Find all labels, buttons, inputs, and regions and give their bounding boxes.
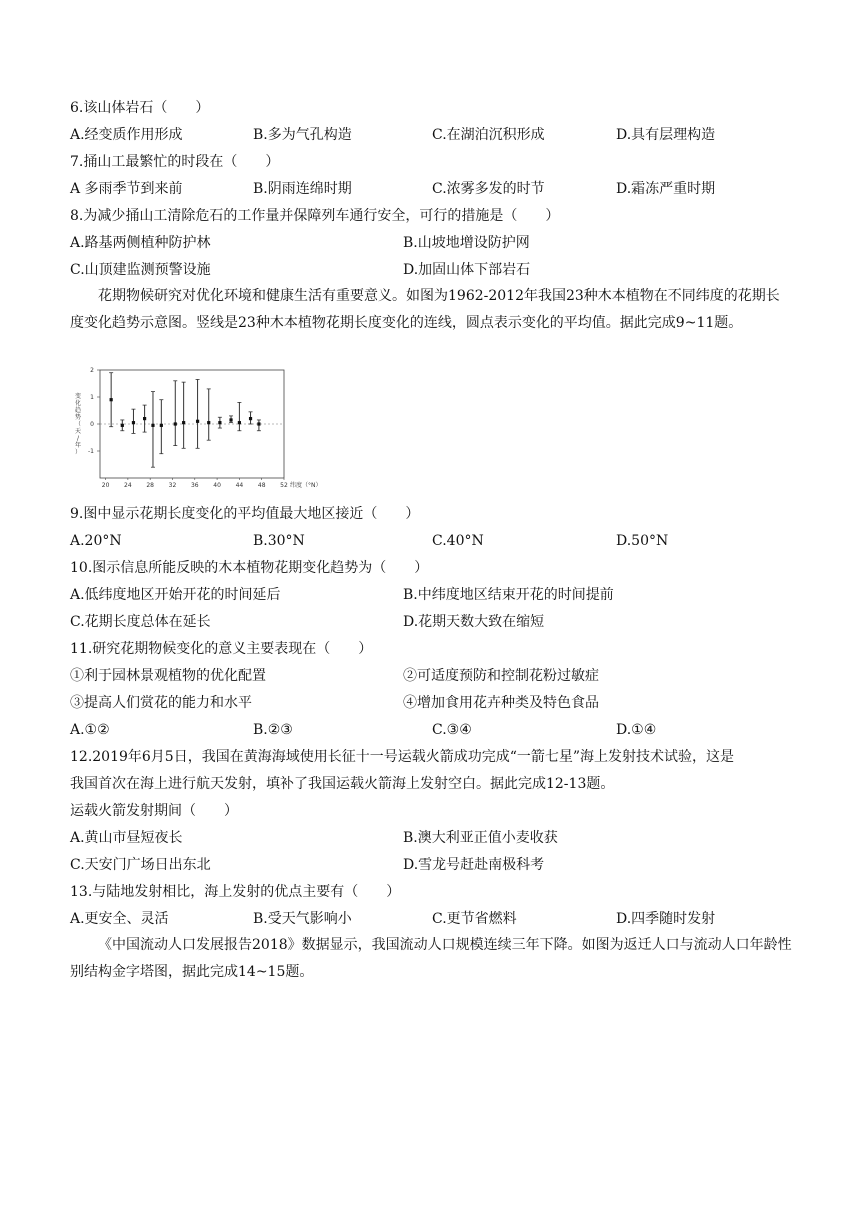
- y-tick-label: 1: [90, 394, 94, 401]
- q8-option-a: A.路基两侧植种防护林: [70, 235, 211, 251]
- q9-option-b: B.30°N: [253, 533, 305, 549]
- q13-stem: 13.与陆地发射相比，海上发射的优点主要有（ ）: [70, 884, 401, 900]
- q11-item-3: ③提高人们赏花的能力和水平: [70, 695, 252, 711]
- q11-stem: 11.研究花期物候变化的意义主要表现在（ ）: [70, 641, 373, 657]
- intro-9-11: 花期物候研究对优化环境和健康生活有重要意义。如图为1962-2012年我国23种木本植物在不同纬度的花期长度变化趋势示意图。竖线是23种木本植物花期长度变化的连线，圆点表示变化的平均值。据此完成9~11题。: [70, 288, 780, 331]
- y-axis-label-char: 天: [74, 428, 82, 435]
- x-tick-label: 44: [235, 482, 244, 489]
- q7-option-c: C.浓雾多发的时节: [432, 181, 545, 197]
- q11-option-c: C.③④: [432, 722, 472, 738]
- q13-option-d: D.四季随时发射: [616, 911, 716, 927]
- intro-14-15: 《中国流动人口发展报告2018》数据显示，我国流动人口规模连续三年下降。如图为返迁人口与流动人口年龄性别结构金字塔图，据此完成14~15题。: [70, 937, 792, 980]
- mean-point: [257, 422, 260, 425]
- q10-option-d: D.花期天数大致在缩短: [403, 614, 545, 630]
- mean-point: [229, 418, 232, 421]
- q12-stem: 运载火箭发射期间（ ）: [70, 803, 238, 819]
- q12-option-c: C.天安门广场日出东北: [70, 857, 211, 873]
- y-tick-label: -1: [88, 448, 94, 455]
- q9-option-a: A.20°N: [70, 533, 122, 549]
- x-tick-label: 48: [257, 482, 266, 489]
- y-axis-label-char: 势: [74, 414, 82, 421]
- intro-12-line1: 12.2019年6月5日，我国在黄海海域使用长征十一号运载火箭成功完成“一箭七星”海上发射技术试验，这是: [70, 749, 735, 765]
- mean-point: [151, 424, 154, 427]
- y-axis-label-char: 趋: [74, 407, 82, 414]
- q6-option-a: A.经变质作用形成: [70, 127, 183, 143]
- y-axis-label-char: 年: [74, 442, 82, 449]
- q10-stem: 10.图示信息所能反映的木本植物花期变化趋势为（ ）: [70, 560, 429, 576]
- q12-option-d: D.雪龙号赶赴南极科考: [403, 857, 545, 873]
- q9-option-c: C.40°N: [432, 533, 484, 549]
- y-tick-label: 2: [90, 367, 94, 374]
- q10-option-a: A.低纬度地区开始开花的时间延后: [70, 587, 281, 603]
- q7-stem: 7.捅山工最繁忙的时段在（ ）: [70, 154, 280, 170]
- q13-option-b: B.受天气影响小: [253, 911, 352, 927]
- y-axis-label-char: ）: [74, 449, 82, 456]
- x-tick-label: 32: [168, 482, 177, 489]
- flowering-trend-chart: [70, 364, 322, 494]
- x-tick-label: 28: [146, 482, 155, 489]
- q11-option-a: A.①②: [70, 722, 110, 738]
- q11-option-b: B.②③: [253, 722, 293, 738]
- mean-point: [207, 421, 210, 424]
- q9-stem: 9.图中显示花期长度变化的平均值最大地区接近（ ）: [70, 506, 420, 522]
- mean-point: [238, 421, 241, 424]
- q12-option-a: A.黄山市昼短夜长: [70, 830, 183, 846]
- y-tick-label: 0: [90, 421, 94, 428]
- q6-option-b: B.多为气孔构造: [253, 127, 352, 143]
- x-tick-label: 24: [124, 482, 132, 489]
- q6-option-c: C.在湖泊沉积形成: [432, 127, 545, 143]
- mean-point: [110, 398, 113, 401]
- mean-point: [121, 424, 124, 427]
- q10-option-c: C.花期长度总体在延长: [70, 614, 211, 630]
- mean-point: [218, 421, 221, 424]
- q7-option-b: B.阴雨连绵时期: [253, 181, 352, 197]
- q6-option-d: D.具有层理构造: [616, 127, 716, 143]
- mean-point: [196, 420, 199, 423]
- x-tick-label: 40: [213, 482, 221, 489]
- q8-option-d: D.加固山体下部岩石: [403, 262, 531, 278]
- q11-item-2: ②可适度预防和控制花粉过敏症: [403, 668, 599, 684]
- x-tick-label: 20: [101, 482, 110, 489]
- q11-item-4: ④增加食用花卉种类及特色食品: [403, 695, 599, 711]
- x-axis-label: 纬度（°N）: [290, 482, 322, 489]
- q8-option-c: C.山顶建监测预警设施: [70, 262, 211, 278]
- y-axis-label-char: /: [76, 435, 80, 442]
- q6-stem: 6.该山体岩石（ ）: [70, 100, 210, 116]
- x-tick-label: 36: [190, 482, 199, 489]
- q7-option-a: A 多雨季节到来前: [70, 181, 183, 197]
- q7-option-d: D.霜冻严重时期: [616, 181, 716, 197]
- mean-point: [160, 424, 163, 427]
- q11-item-1: ①利于园林景观植物的优化配置: [70, 668, 266, 684]
- q9-option-d: D.50°N: [616, 533, 669, 549]
- q8-stem: 8.为减少捅山工清除危石的工作量并保障列车通行安全，可行的措施是（ ）: [70, 208, 560, 224]
- intro-12-line2: 我国首次在海上进行航天发射，填补了我国运载火箭海上发射空白。据此完成12-13题。: [70, 776, 615, 792]
- y-axis-label: [75, 392, 81, 456]
- y-axis-label-char: （: [74, 421, 82, 428]
- x-tick-label: 52: [280, 482, 288, 489]
- mean-point: [132, 421, 135, 424]
- mean-point: [182, 421, 185, 424]
- q12-option-b: B.澳大利亚正值小麦收获: [403, 830, 558, 846]
- mean-point: [143, 417, 146, 420]
- y-axis-label-char: 化: [74, 400, 82, 407]
- y-axis-label-char: 变: [74, 393, 82, 400]
- q13-option-c: C.更节省燃料: [432, 911, 517, 927]
- q13-option-a: A.更安全、灵活: [70, 911, 169, 927]
- q10-option-b: B.中纬度地区结束开花的时间提前: [403, 587, 614, 603]
- mean-point: [174, 422, 177, 425]
- mean-point: [249, 417, 252, 420]
- q11-option-d: D.①④: [616, 722, 657, 738]
- q8-option-b: B.山坡地增设防护网: [403, 235, 530, 251]
